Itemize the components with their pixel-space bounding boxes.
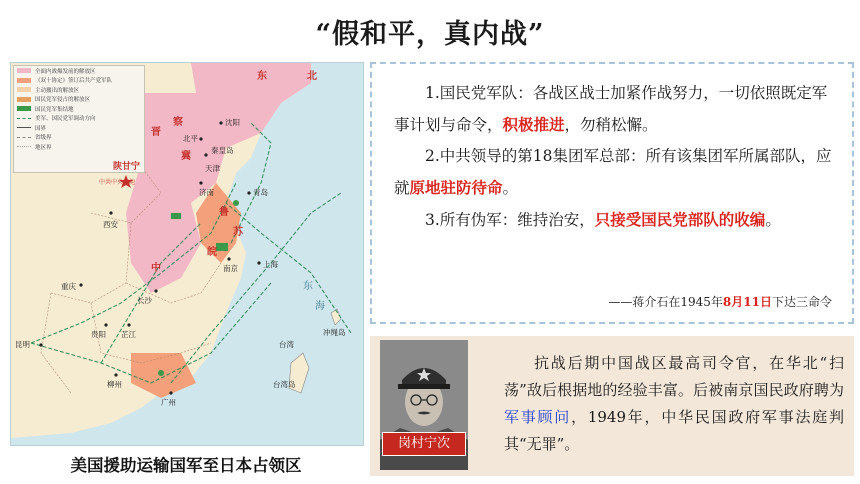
map-label: 台湾岛 — [273, 380, 296, 389]
legend-item: 国界 — [14, 123, 144, 133]
order-3: 3.所有伪军：维持治安，只接受国民党部队的收编。 — [425, 210, 781, 229]
map-label: 北平 — [183, 134, 198, 143]
legend-item: 省级界 — [14, 133, 144, 143]
map-label: 青岛 — [253, 188, 268, 197]
historical-map — [10, 62, 364, 446]
bio-text: 抗战后期中国战区最高司令官，在华北“扫荡”敌后根据地的经验丰富。后被南京国民政府聘为军事顾问，1949年，中华民国政府军事法庭判其“无罪”。 — [504, 354, 844, 453]
map-label: 济南 — [199, 188, 214, 197]
map-caption: 美国援助运输国军至日本占领区 — [70, 456, 302, 475]
map-label: 柳州 — [107, 380, 122, 389]
name-badge: 岗村宁次 — [382, 432, 466, 456]
map-label: 察 — [173, 117, 183, 128]
map-label: 芷江 — [121, 330, 136, 339]
map-label: 晋 — [151, 127, 161, 138]
map-label: 西安 — [103, 220, 118, 229]
legend-item: 《双十协定》签订后共产党军队 — [14, 76, 144, 86]
map-label: 长沙 — [137, 296, 152, 305]
orders-box — [370, 62, 854, 324]
map-label: 东 — [257, 71, 267, 82]
map-label: 冲绳岛 — [323, 328, 346, 337]
map-label: 中共中央驻地 — [99, 179, 136, 186]
map-legend — [13, 65, 145, 173]
map-label: 冀 — [181, 151, 191, 162]
map-label: 南京 — [223, 264, 238, 273]
legend-item: 美军、国民党军调动方向 — [14, 114, 144, 124]
map-label: 北 — [307, 71, 317, 82]
map-label: 东 — [303, 281, 313, 292]
map-label: 天津 — [205, 164, 220, 173]
map-label: 陕甘宁 — [113, 162, 141, 172]
legend-item: 国民党军侵占的解放区 — [14, 95, 144, 105]
map-label: 海 — [315, 301, 325, 312]
map-label: 中 — [151, 263, 161, 274]
legend-item: 主动撤出的解放区 — [14, 85, 144, 95]
order-1: 1.国民党军队：各战区战士加紧作战努力，一切依照既定军事计划与命令，积极推进，勿稍松懈。 — [394, 84, 828, 134]
map-label: 秦皇岛 — [211, 146, 234, 155]
map-label: 重庆 — [61, 282, 76, 291]
map-label: 苏 — [233, 227, 243, 238]
map-label: 贵阳 — [91, 330, 106, 339]
map-label: 沈阳 — [225, 118, 240, 127]
map-label: 昆明 — [15, 340, 30, 349]
map-label: 鲁 — [219, 207, 229, 218]
legend-item: 地区界 — [14, 142, 144, 152]
legend-item: 国民党军集结地 — [14, 104, 144, 114]
map-label: 上海 — [263, 260, 278, 269]
order-2: 2.中共领导的第18集团军总部：所有该集团军所属部队，应就原地驻防待命。 — [394, 147, 832, 197]
page-title: “假和平，真内战” — [315, 19, 545, 50]
legend-item: 全面内战爆发前的解放区 — [14, 66, 144, 76]
map-label: 台湾 — [279, 340, 294, 349]
quote-source: ——蒋介石在1945年8月11日下达三命令 — [608, 295, 832, 309]
map-label: 皖 — [207, 247, 217, 258]
bio-panel — [370, 336, 854, 476]
map-label: 广州 — [161, 398, 176, 407]
